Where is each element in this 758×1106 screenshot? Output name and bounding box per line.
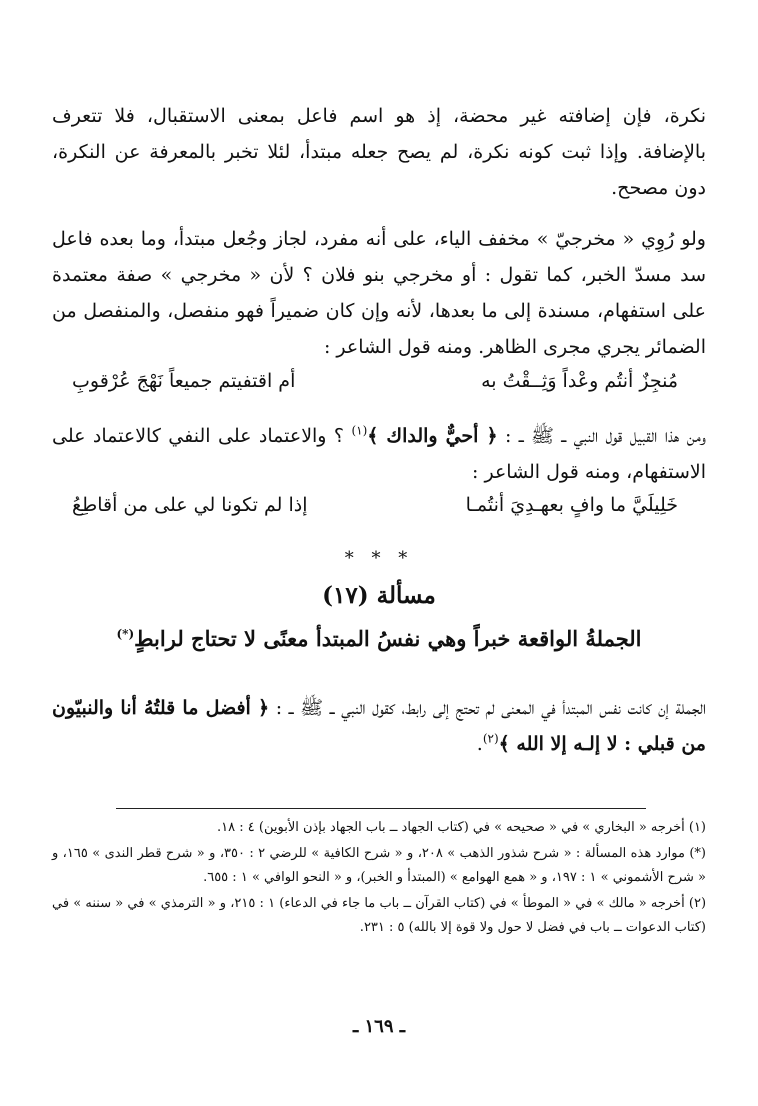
- section-heading: [0, 626, 758, 651]
- footnote-ref-2: (٢): [482, 731, 499, 746]
- paragraph-3-end: ؟ والاعتماد على النفي كالاعتماد على الاستفهام، ومنه قول الشاعر :: [52, 425, 706, 483]
- paragraph-2: ولو رُوِي « مخرجيّ » مخفف الياء، على أنه مفرد، لجاز وجُعل مبتدأ، وما بعده فاعل سد مسدّ الخبر، كما تقول : أو مخرجي بنو فلان ؟ لأن « مخرجي » صفة معتمدة على استفهام، مسندة إلى ما بعدها، لأنه وإن كان ضميراً فهو منفصل، والمنفصل من الضمائر يجري مجرى الظاهر. ومنه قول الشاعر :: [52, 228, 706, 358]
- footnote-divider: [116, 808, 646, 809]
- page-number: ـ ١٦٩ ـ: [352, 1016, 406, 1037]
- verse-2: [72, 494, 678, 528]
- footnote-ref-1: (١): [351, 423, 368, 438]
- paragraph-4-start: الجملة إن كانت نفس المبتدأ في المعنى لم تحتج إلى رابط، كقول النبي ــ ﷺ ــ :: [269, 697, 706, 719]
- footnote-1: (١) أخرجه « البخاري » في « صحيحه » في (كتاب الجهاد ــ باب الجهاد بإذن الأبوين) ٤ : ١٨.: [217, 820, 706, 835]
- verse-1-second-hemistich: أم اقتفيتم جميعاً نَهْجَ عُرْقوبِ: [72, 370, 296, 392]
- footnote-2: (٢) أخرجه « مالك » في « الموطأ » في (كتاب القرآن ــ باب ما جاء في الدعاء) ١ : ٢١٥، و « الترمذي » في « سننه » في (كتاب الدعوات ــ باب في فضل لا حول ولا قوة إلا بالله) ٥ : ٢٣١.: [52, 896, 707, 935]
- verse-1: [72, 370, 678, 404]
- section-separator: * * *: [344, 548, 414, 569]
- paragraph-4: [52, 690, 706, 762]
- footnote-star: (*) موارد هذه المسألة : « شرح شذور الذهب » ٢٠٨، و « شرح الكافية » للرضي ٢ : ٣٥٠، و « شرح قطر الندى » ١٦٥، و « شرح الأشموني » ١ : ١٩٧، و « همع الهوامع » (المبتدأ و الخبر)، و « النحو الوافي » ١ : ٦٥٥.: [52, 846, 706, 885]
- section-heading-text: الجملةُ الواقعة خبراً وهي نفسُ المبتدأ معنًى لا تحتاج لرابطٍ: [134, 626, 642, 651]
- hadith-quote-1: ﴿ أحيٌّ والداك ﴾: [367, 425, 498, 447]
- paragraph-3: [52, 418, 706, 490]
- paragraph-3-start: ومن هذا القبيل قول النبي ــ ﷺ ــ :: [497, 425, 706, 447]
- verse-2-first-hemistich: خَلِيلَيَّ ما وافٍ بعهـدِيَ أنتُمـا: [465, 494, 678, 516]
- footnotes: [52, 816, 706, 942]
- verse-2-second-hemistich: إذا لم تكونا لي على من أقاطِعُ: [72, 494, 308, 516]
- heading-footnote-ref: (*): [116, 627, 135, 641]
- verse-1-first-hemistich: مُنجِزٌ أنتُم وعْداً وَثِــقْتُ به: [481, 370, 678, 392]
- paragraph-1: نكرة، فإن إضافته غير محضة، إذ هو اسم فاعل بمعنى الاستقبال، فلا تتعرف بالإضافة. وإذا ثبت كونه نكرة، لم يصح جعله مبتدأ، لئلا تخبر بالمعرفة عن النكرة، دون مصحح.: [52, 105, 706, 199]
- paragraph-4-end: .: [476, 733, 483, 755]
- issue-title: مسألة (١٧): [322, 582, 436, 609]
- hadith-quote-2: ﴿ أفضل ما قلتُهُ أنا والنبيّون من قبلي : لا إلـه إلا الله ﴾: [52, 697, 706, 755]
